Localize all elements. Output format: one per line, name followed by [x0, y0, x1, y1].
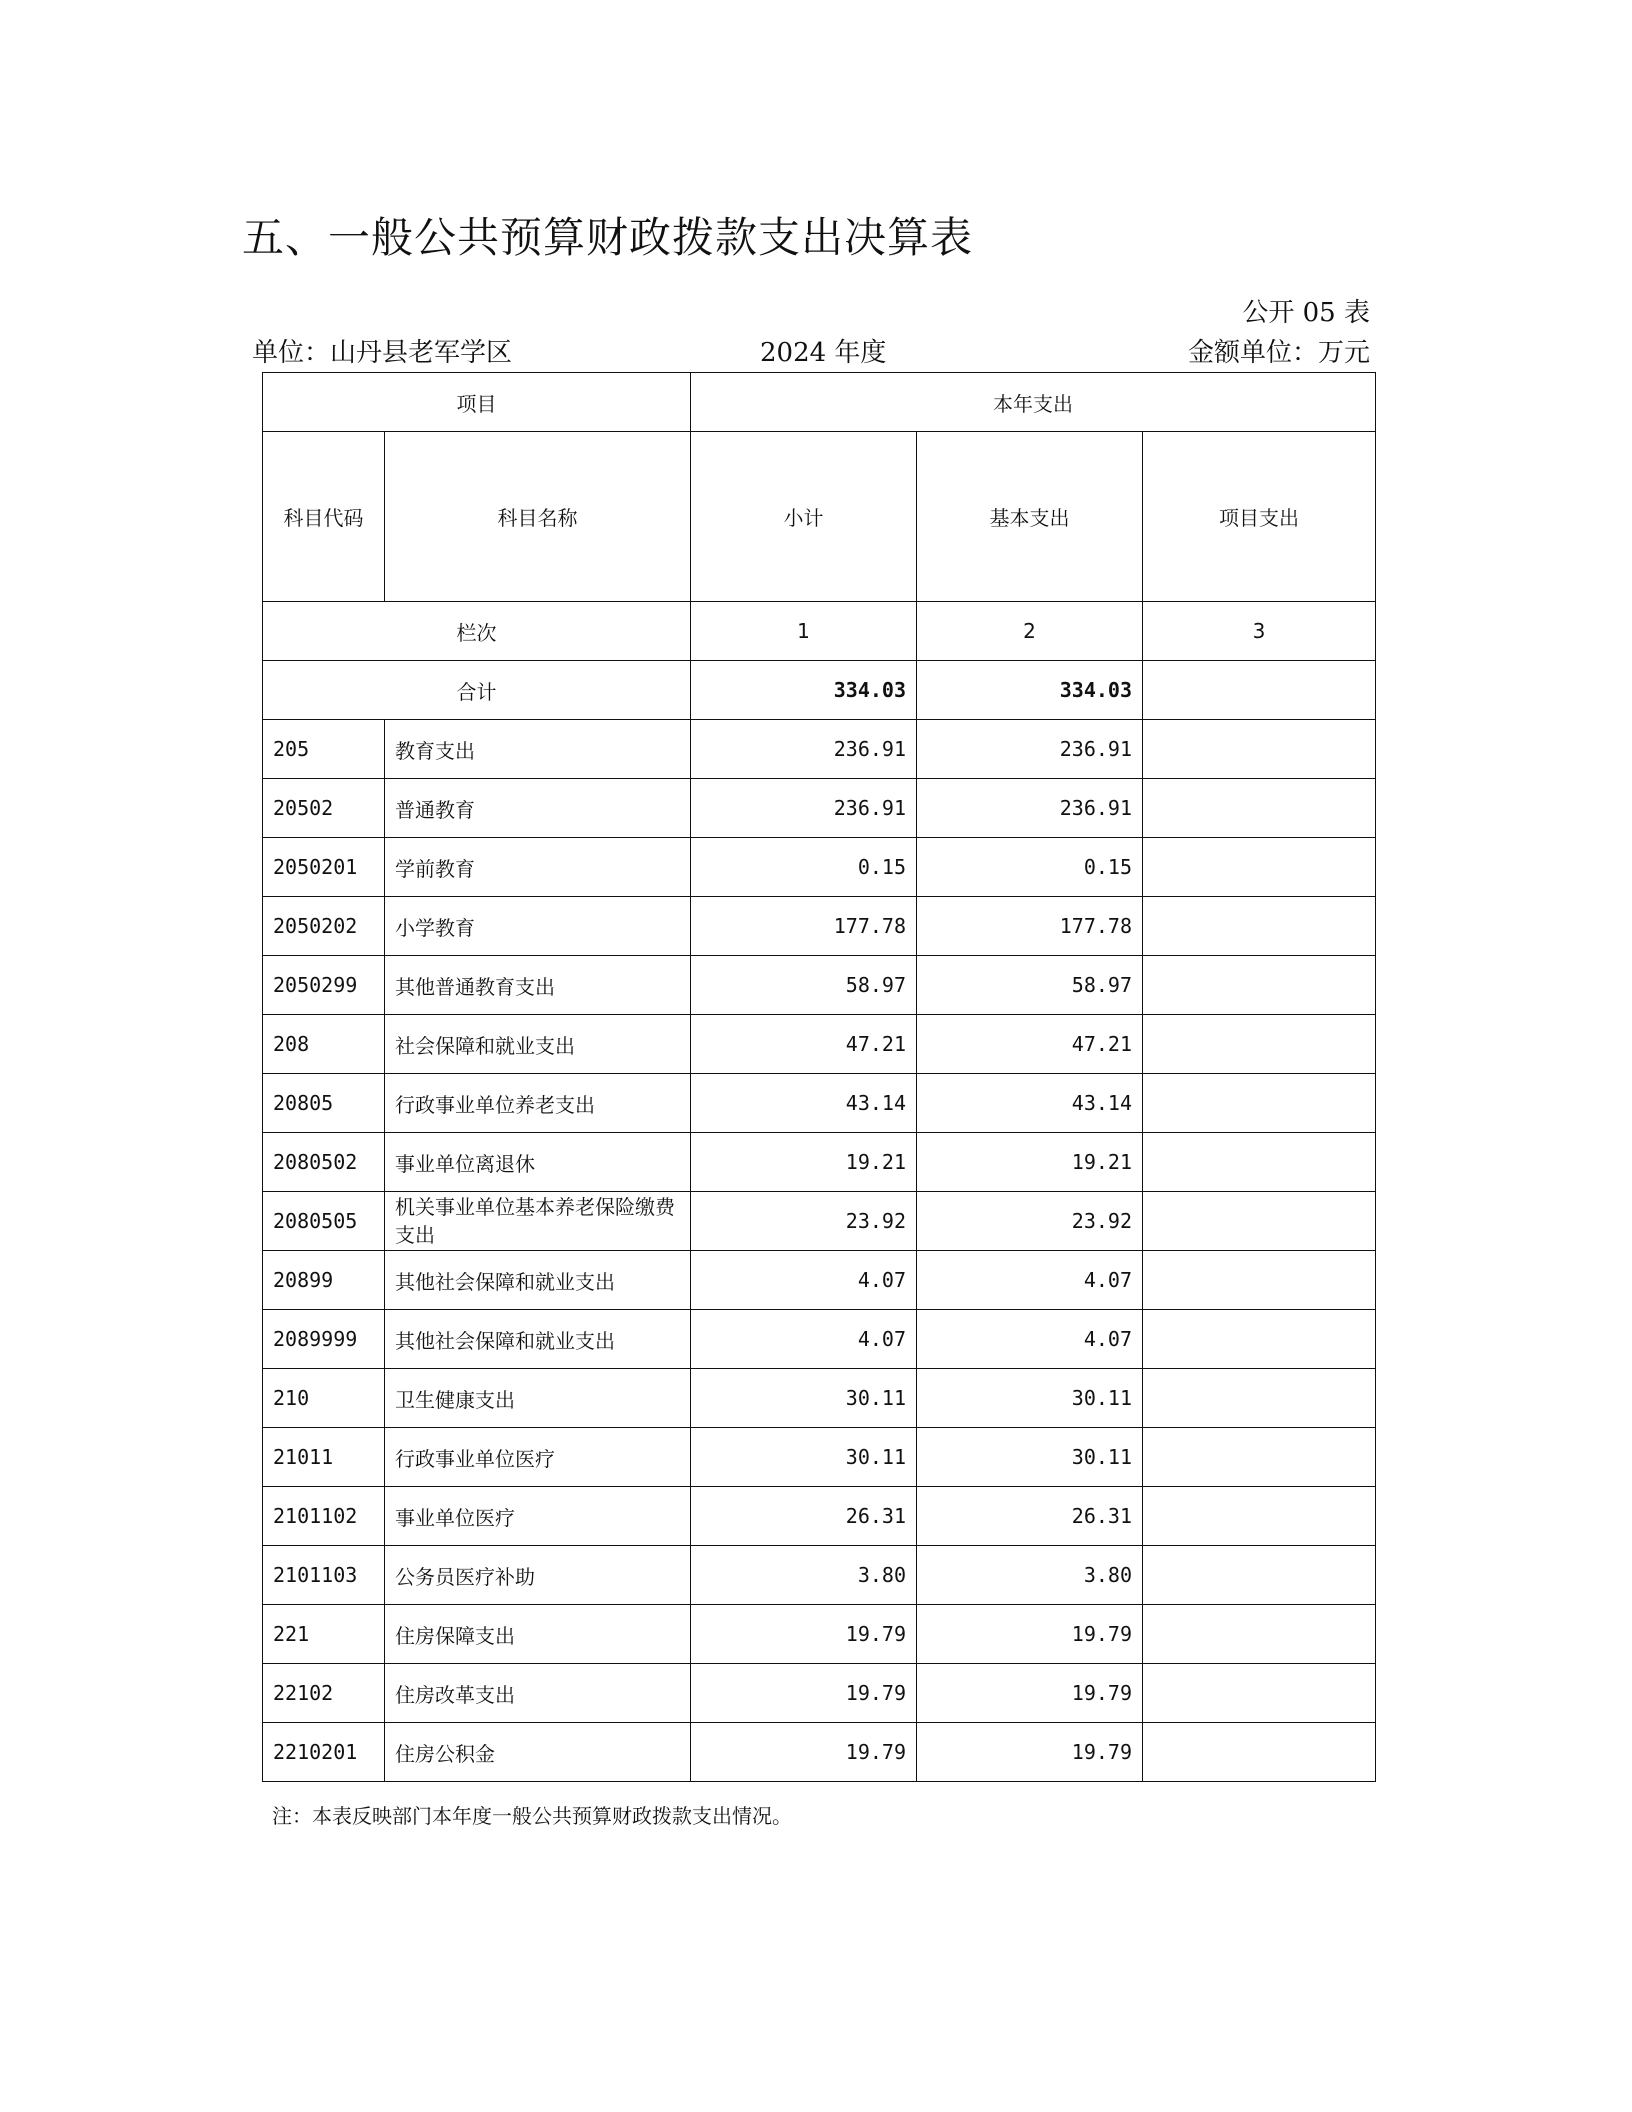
row-name: 住房公积金 [385, 1723, 691, 1782]
row-basic: 4.07 [917, 1251, 1143, 1310]
row-subtotal: 0.15 [691, 838, 917, 897]
column-index-1: 1 [691, 602, 917, 661]
row-project [1143, 1664, 1376, 1723]
row-code: 2101103 [263, 1546, 385, 1605]
row-subtotal: 177.78 [691, 897, 917, 956]
total-project [1143, 661, 1376, 720]
row-project [1143, 1605, 1376, 1664]
row-project [1143, 1251, 1376, 1310]
row-name: 其他普通教育支出 [385, 956, 691, 1015]
table-row [263, 1192, 1376, 1251]
row-basic: 19.79 [917, 1664, 1143, 1723]
table-row [263, 779, 1376, 838]
header-subtotal: 小计 [691, 432, 917, 602]
row-basic: 30.11 [917, 1428, 1143, 1487]
row-project [1143, 1015, 1376, 1074]
table-row [263, 956, 1376, 1015]
row-basic: 177.78 [917, 897, 1143, 956]
header-item: 项目 [263, 373, 691, 432]
row-basic: 236.91 [917, 779, 1143, 838]
header-current-year: 本年支出 [691, 373, 1376, 432]
row-name: 公务员医疗补助 [385, 1546, 691, 1605]
row-code: 2101102 [263, 1487, 385, 1546]
row-project [1143, 1428, 1376, 1487]
total-row [263, 661, 1376, 720]
money-unit: 金额单位：万元 [1187, 338, 1370, 368]
row-basic: 58.97 [917, 956, 1143, 1015]
table-row [263, 1428, 1376, 1487]
reporting-unit: 单位：山丹县老军学区 [252, 338, 513, 368]
column-index-row [263, 602, 1376, 661]
column-index-3: 3 [1143, 602, 1376, 661]
row-code: 2050201 [263, 838, 385, 897]
row-code: 205 [263, 720, 385, 779]
header-project: 项目支出 [1143, 432, 1376, 602]
row-code: 20502 [263, 779, 385, 838]
row-name: 事业单位离退休 [385, 1133, 691, 1192]
row-basic: 0.15 [917, 838, 1143, 897]
table-row [263, 1369, 1376, 1428]
row-code: 2050202 [263, 897, 385, 956]
row-basic: 19.79 [917, 1723, 1143, 1782]
row-subtotal: 4.07 [691, 1251, 917, 1310]
row-project [1143, 1369, 1376, 1428]
footnote: 注：本表反映部门本年度一般公共预算财政拨款支出情况。 [272, 1804, 792, 1828]
row-subtotal: 3.80 [691, 1546, 917, 1605]
row-subtotal: 19.79 [691, 1605, 917, 1664]
row-basic: 47.21 [917, 1015, 1143, 1074]
row-subtotal: 19.79 [691, 1664, 917, 1723]
row-subtotal: 30.11 [691, 1369, 917, 1428]
row-code: 2080502 [263, 1133, 385, 1192]
table-row [263, 1723, 1376, 1782]
row-basic: 30.11 [917, 1369, 1143, 1428]
row-project [1143, 1133, 1376, 1192]
table-row [263, 1015, 1376, 1074]
row-name: 住房改革支出 [385, 1664, 691, 1723]
column-index-2: 2 [917, 602, 1143, 661]
expenditure-table [262, 372, 1376, 1782]
row-subtotal: 4.07 [691, 1310, 917, 1369]
header-name: 科目名称 [385, 432, 691, 602]
row-name: 住房保障支出 [385, 1605, 691, 1664]
header-basic: 基本支出 [917, 432, 1143, 602]
row-basic: 23.92 [917, 1192, 1143, 1251]
column-index-label: 栏次 [263, 602, 691, 661]
table-row [263, 1310, 1376, 1369]
row-name: 其他社会保障和就业支出 [385, 1251, 691, 1310]
total-basic: 334.03 [917, 661, 1143, 720]
row-subtotal: 19.79 [691, 1723, 917, 1782]
row-project [1143, 1192, 1376, 1251]
table-row [263, 720, 1376, 779]
fiscal-year: 2024 年度 [760, 338, 887, 368]
header-code: 科目代码 [263, 432, 385, 602]
row-subtotal: 58.97 [691, 956, 917, 1015]
header-row-columns [263, 432, 1376, 602]
row-code: 20805 [263, 1074, 385, 1133]
row-name: 机关事业单位基本养老保险缴费支出 [385, 1192, 691, 1251]
row-subtotal: 30.11 [691, 1428, 917, 1487]
row-basic: 19.79 [917, 1605, 1143, 1664]
total-subtotal: 334.03 [691, 661, 917, 720]
row-project [1143, 779, 1376, 838]
row-code: 2080505 [263, 1192, 385, 1251]
row-code: 208 [263, 1015, 385, 1074]
row-subtotal: 236.91 [691, 720, 917, 779]
row-subtotal: 19.21 [691, 1133, 917, 1192]
row-basic: 43.14 [917, 1074, 1143, 1133]
row-code: 221 [263, 1605, 385, 1664]
header-row-top [263, 373, 1376, 432]
row-name: 学前教育 [385, 838, 691, 897]
row-code: 2050299 [263, 956, 385, 1015]
row-name: 其他社会保障和就业支出 [385, 1310, 691, 1369]
row-project [1143, 1546, 1376, 1605]
row-name: 行政事业单位养老支出 [385, 1074, 691, 1133]
row-project [1143, 838, 1376, 897]
row-code: 22102 [263, 1664, 385, 1723]
row-basic: 19.21 [917, 1133, 1143, 1192]
form-number: 公开 05 表 [1242, 298, 1370, 328]
table-row [263, 897, 1376, 956]
table-row [263, 838, 1376, 897]
row-name: 行政事业单位医疗 [385, 1428, 691, 1487]
row-project [1143, 720, 1376, 779]
table-row [263, 1251, 1376, 1310]
row-code: 21011 [263, 1428, 385, 1487]
row-basic: 26.31 [917, 1487, 1143, 1546]
table-row [263, 1074, 1376, 1133]
row-project [1143, 1487, 1376, 1546]
row-project [1143, 897, 1376, 956]
row-code: 210 [263, 1369, 385, 1428]
row-project [1143, 1074, 1376, 1133]
total-label: 合计 [263, 661, 691, 720]
page-title: 五、一般公共预算财政拨款支出决算表 [242, 213, 974, 262]
row-subtotal: 47.21 [691, 1015, 917, 1074]
row-name: 普通教育 [385, 779, 691, 838]
row-code: 2089999 [263, 1310, 385, 1369]
row-basic: 4.07 [917, 1310, 1143, 1369]
row-subtotal: 236.91 [691, 779, 917, 838]
table-row [263, 1133, 1376, 1192]
row-basic: 3.80 [917, 1546, 1143, 1605]
row-name: 卫生健康支出 [385, 1369, 691, 1428]
row-name: 社会保障和就业支出 [385, 1015, 691, 1074]
row-subtotal: 26.31 [691, 1487, 917, 1546]
table-row [263, 1664, 1376, 1723]
table-row [263, 1487, 1376, 1546]
row-code: 2210201 [263, 1723, 385, 1782]
row-subtotal: 23.92 [691, 1192, 917, 1251]
row-basic: 236.91 [917, 720, 1143, 779]
row-name: 教育支出 [385, 720, 691, 779]
row-code: 20899 [263, 1251, 385, 1310]
row-name: 小学教育 [385, 897, 691, 956]
table-row [263, 1546, 1376, 1605]
row-project [1143, 1723, 1376, 1782]
table-row [263, 1605, 1376, 1664]
row-project [1143, 956, 1376, 1015]
row-subtotal: 43.14 [691, 1074, 917, 1133]
row-project [1143, 1310, 1376, 1369]
row-name: 事业单位医疗 [385, 1487, 691, 1546]
